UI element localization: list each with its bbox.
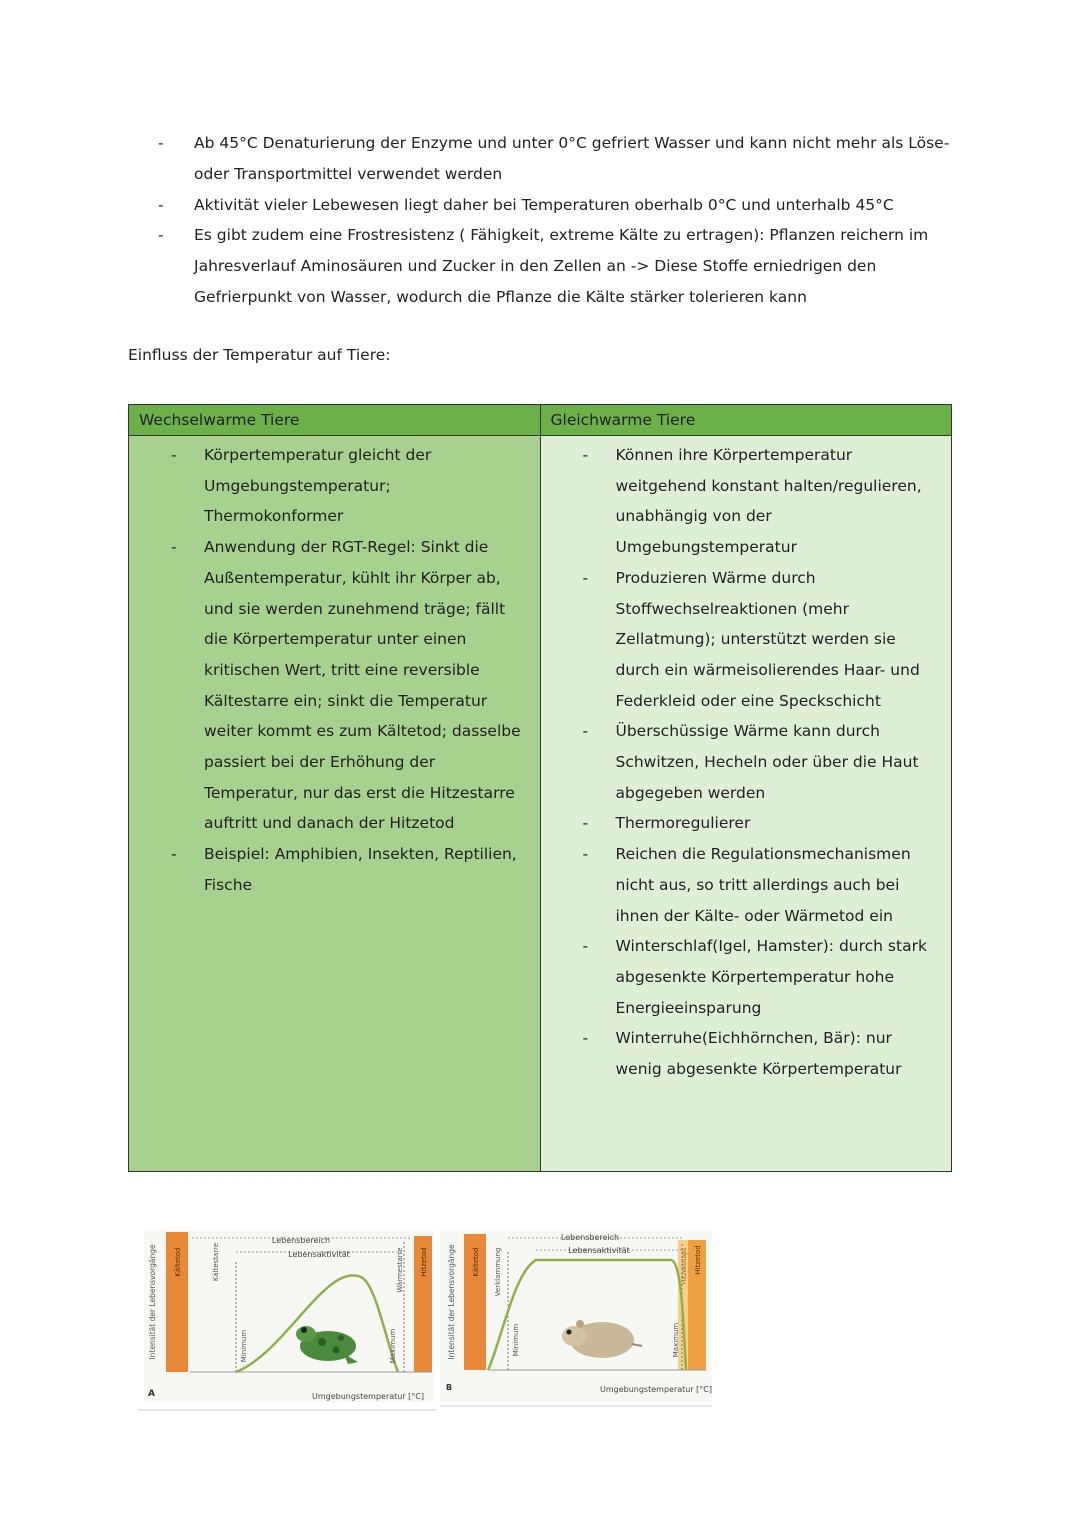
figure-a-y-label: Intensität der Lebensvorgänge	[148, 1244, 157, 1360]
list-item: - Körpertemperatur gleicht der Umgebungstemperatur; Thermokonformer	[129, 440, 540, 532]
temperature-figures	[136, 1222, 716, 1412]
figure-b	[440, 1230, 712, 1406]
list-item: - Reichen die Regulationsmechanismen nicht aus, so tritt allerdings auch bei ihnen der Kälte- oder Wärmetod ein	[541, 839, 952, 931]
figure-b-kaeltetod-label: Kältetod	[472, 1247, 480, 1277]
list-item: - Können ihre Körpertemperatur weitgehend konstant halten/regulieren, unabhängig von der Umgebungstemperatur	[541, 440, 952, 563]
figure-a-minimum-label: Minimum	[240, 1329, 248, 1363]
cell-gleichwarm	[540, 436, 952, 1172]
intro-bullet: - Es gibt zudem eine Frostresistenz ( Fähigkeit, extreme Kälte zu ertragen): Pflanzen reichern im Jahresverlauf Aminosäuren und Zucker in den Zellen an -> Diese Stoffe erniedrigen den Gefrierpunkt von Wasser, wodurch die Pflanze die Kälte stärker tolerieren kann	[150, 220, 970, 312]
list-item: - Anwendung der RGT-Regel: Sinkt die Außentemperatur, kühlt ihr Körper ab, und sie werden zunehmend träge; fällt die Körpertemperatur unter einen kritischen Wert, tritt eine reversible Kältestarre ein; sinkt die Temperatur weiter kommt es zum Kältetod; dasselbe passiert bei der Erhöhung der Temperatur, nur das erst die Hitzestarre auftritt und danach der Hitzetod	[129, 532, 540, 839]
header-wechselwarm: Wechselwarme Tiere	[129, 405, 541, 436]
comparison-table	[128, 404, 952, 1172]
intro-bullet-list	[150, 128, 970, 313]
intro-bullet: - Aktivität vieler Lebewesen liegt daher bei Temperaturen oberhalb 0°C und unterhalb 45°C	[150, 190, 970, 221]
cell-wechselwarm	[129, 436, 541, 1172]
list-item: - Thermoregulierer	[541, 808, 952, 839]
figure-b-minimum-label: Minimum	[512, 1323, 520, 1357]
figure-b-letter: B	[446, 1383, 453, 1392]
figure-a-maximum-label: Maximum	[389, 1328, 397, 1364]
figure-a-hitzetod-label: Hitzetod	[420, 1247, 428, 1277]
figure-a-kaeltetod-label: Kältetod	[174, 1247, 182, 1277]
header-gleichwarm: Gleichwarme Tiere	[540, 405, 952, 436]
figure-a-waermestarre-label: Wärmestarre	[396, 1247, 404, 1293]
list-item: - Winterruhe(Eichhörnchen, Bär): nur wenig abgesenkte Körpertemperatur	[541, 1023, 952, 1084]
figure-b-y-label: Intensität der Lebensvorgänge	[447, 1244, 456, 1360]
figure-a-letter: A	[148, 1389, 155, 1399]
figure-b-hitzetod-label: Hitzetod	[694, 1245, 702, 1275]
list-item: - Beispiel: Amphibien, Insekten, Reptilien, Fische	[129, 839, 540, 900]
figure-b-lebensaktivitaet-label: Lebensaktivität	[568, 1246, 630, 1255]
figure-a-lebensaktivitaet-label: Lebensaktivität	[288, 1250, 350, 1259]
figure-b-verklammung-label: Verklammung	[494, 1247, 502, 1297]
list-item: - Winterschlaf(Igel, Hamster): durch stark abgesenkte Körpertemperatur hohe Energieeinsparung	[541, 931, 952, 1023]
section-heading: Einfluss der Temperatur auf Tiere:	[128, 346, 391, 364]
figure-a	[138, 1230, 436, 1410]
figure-a-x-label: Umgebungstemperatur [°C]	[311, 1392, 425, 1401]
list-item: - Überschüssige Wärme kann durch Schwitzen, Hecheln oder über die Haut abgegeben werden	[541, 716, 952, 808]
figure-b-hitzekollaps-label: Hitzekollaps	[681, 1247, 688, 1285]
list-item: - Produzieren Wärme durch Stoffwechselreaktionen (mehr Zellatmung); unterstützt werden sie durch ein wärmeisolierendes Haar- und Federkleid oder eine Speckschicht	[541, 563, 952, 717]
figure-b-x-label: Umgebungstemperatur [°C]	[599, 1385, 713, 1394]
figure-b-lebensbereich-label: Lebensbereich	[560, 1233, 620, 1242]
figure-b-maximum-label: Maximum	[672, 1322, 680, 1358]
figure-a-lebensbereich-label: Lebensbereich	[271, 1236, 331, 1245]
intro-bullet: - Ab 45°C Denaturierung der Enzyme und unter 0°C gefriert Wasser und kann nicht mehr als Löse- oder Transportmittel verwendet werden	[150, 128, 970, 190]
figure-a-kaeltestarre-label: Kältestarre	[212, 1242, 220, 1282]
